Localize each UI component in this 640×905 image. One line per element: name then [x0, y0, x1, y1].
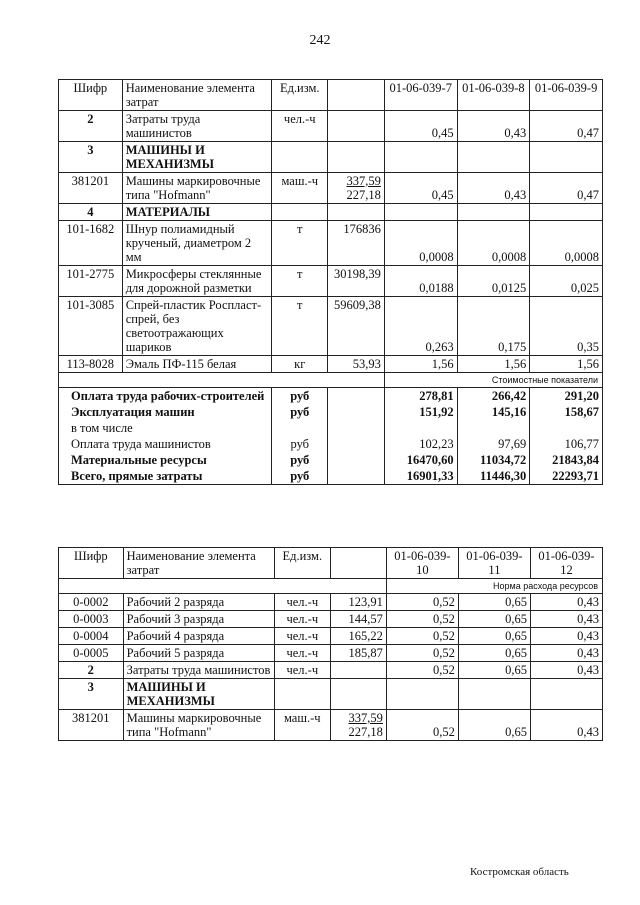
empty-cell — [272, 204, 328, 221]
norm-value: 0,65 — [458, 645, 530, 662]
total-name: Всего, прямые затраты — [59, 468, 272, 485]
price-cell — [328, 111, 385, 142]
total-value — [384, 420, 457, 436]
total-row — [59, 388, 603, 405]
col-code-header: Шифр — [59, 80, 123, 111]
resource-code: 0-0004 — [59, 628, 124, 645]
total-value: 22293,71 — [530, 468, 603, 485]
resource-name: Рабочий 4 разряда — [123, 628, 274, 645]
empty-cell — [530, 204, 603, 221]
norm-value: 0,45 — [384, 173, 457, 204]
norm-value: 0,0125 — [457, 266, 530, 297]
unit-cell: т — [272, 221, 328, 266]
col-unit-header: Ед.изм. — [274, 548, 330, 579]
norm-value: 0,43 — [457, 173, 530, 204]
norm-value: 0,65 — [458, 611, 530, 628]
norm-value: 0,47 — [530, 111, 603, 142]
norm-value: 0,025 — [530, 266, 603, 297]
resource-code: 2 — [59, 111, 123, 142]
col-variant-header: 01-06-039-9 — [530, 80, 603, 111]
empty-cell — [328, 388, 385, 405]
norm-value: 0,35 — [530, 297, 603, 356]
total-unit: руб — [272, 468, 328, 485]
norm-banner-row — [59, 579, 603, 594]
total-value — [530, 420, 603, 436]
empty-cell — [458, 679, 530, 710]
table-row — [59, 266, 603, 297]
norm-value: 1,56 — [457, 356, 530, 373]
norm-value: 0,65 — [458, 628, 530, 645]
unit-cell: чел.-ч — [274, 662, 330, 679]
price-top: 337,59 — [348, 711, 383, 725]
empty-cell — [530, 142, 603, 173]
table-body — [59, 111, 603, 485]
table-row — [59, 356, 603, 373]
banner-spacer — [59, 579, 387, 594]
total-value: 145,16 — [457, 404, 530, 420]
resource-name: МАШИНЫ И МЕХАНИЗМЫ — [122, 142, 272, 173]
resource-code: 4 — [59, 204, 123, 221]
empty-cell — [457, 204, 530, 221]
price-cell: 59609,38 — [328, 297, 385, 356]
table-header — [59, 80, 603, 111]
table-row — [59, 594, 603, 611]
unit-cell: чел.-ч — [274, 628, 330, 645]
norm-value: 0,47 — [530, 173, 603, 204]
norm-value: 0,43 — [530, 628, 602, 645]
unit-cell: маш.-ч — [272, 173, 328, 204]
total-row — [59, 452, 603, 468]
resource-code: 3 — [59, 679, 124, 710]
unit-cell: маш.-ч — [274, 710, 330, 741]
price-cell — [328, 173, 385, 204]
norm-value: 0,175 — [457, 297, 530, 356]
total-row — [59, 468, 603, 485]
table-row — [59, 645, 603, 662]
col-variant-header: 01-06-039-10 — [386, 548, 458, 579]
resource-code: 2 — [59, 662, 124, 679]
norm-value: 0,52 — [386, 628, 458, 645]
empty-cell — [530, 679, 602, 710]
total-name: Эксплуатация машин — [59, 404, 272, 420]
total-name: Материальные ресурсы — [59, 452, 272, 468]
resource-name: Микросферы стеклянные для дорожной разметки — [122, 266, 272, 297]
resource-name: Затраты труда машинистов — [123, 662, 274, 679]
norm-value: 0,52 — [386, 662, 458, 679]
table-row — [59, 628, 603, 645]
col-price-header — [330, 548, 386, 579]
unit-cell: т — [272, 297, 328, 356]
empty-cell — [272, 142, 328, 173]
resource-name: Рабочий 2 разряда — [123, 594, 274, 611]
price-cell: 144,57 — [330, 611, 386, 628]
empty-cell — [328, 436, 385, 452]
resource-table-1 — [58, 79, 603, 485]
price-top: 337,59 — [346, 174, 381, 188]
resource-name: Эмаль ПФ-115 белая — [122, 356, 272, 373]
total-value: 16470,60 — [384, 452, 457, 468]
empty-cell — [328, 420, 385, 436]
table-row — [59, 221, 603, 266]
price-bottom: 227,18 — [346, 188, 381, 202]
col-variant-header: 01-06-039-7 — [384, 80, 457, 111]
empty-cell — [330, 679, 386, 710]
cost-banner-row — [59, 373, 603, 388]
table-row — [59, 297, 603, 356]
resource-code: 381201 — [59, 710, 124, 741]
total-unit — [272, 420, 328, 436]
unit-cell: т — [272, 266, 328, 297]
total-value: 278,81 — [384, 388, 457, 405]
total-name: в том числе — [59, 420, 272, 436]
table-row — [59, 111, 603, 142]
table-body — [59, 579, 603, 741]
table-header — [59, 548, 603, 579]
total-value: 266,42 — [457, 388, 530, 405]
col-name-header: Наименование элемента затрат — [123, 548, 274, 579]
total-value: 11034,72 — [457, 452, 530, 468]
empty-cell — [328, 404, 385, 420]
norm-value: 0,52 — [386, 611, 458, 628]
total-value: 97,69 — [457, 436, 530, 452]
total-unit: руб — [272, 436, 328, 452]
empty-cell — [384, 142, 457, 173]
norm-value: 0,0188 — [384, 266, 457, 297]
unit-cell: чел.-ч — [274, 645, 330, 662]
total-value: 11446,30 — [457, 468, 530, 485]
norm-value: 0,65 — [458, 594, 530, 611]
price-cell: 176836 — [328, 221, 385, 266]
section-row — [59, 204, 603, 221]
norm-value: 0,263 — [384, 297, 457, 356]
resource-code: 3 — [59, 142, 123, 173]
norm-value: 0,52 — [386, 594, 458, 611]
norm-value: 0,0008 — [457, 221, 530, 266]
resource-name: Машины маркировочные типа "Hofmann" — [122, 173, 272, 204]
norm-value: 0,0008 — [530, 221, 603, 266]
norm-value: 0,43 — [530, 645, 602, 662]
resource-name: Спрей-пластик Роспласт-спрей, без светоотражающих шариков — [122, 297, 272, 356]
total-unit: руб — [272, 388, 328, 405]
total-value: 291,20 — [530, 388, 603, 405]
total-row — [59, 420, 603, 436]
empty-cell — [386, 679, 458, 710]
norm-value: 0,43 — [530, 611, 602, 628]
price-cell — [330, 662, 386, 679]
resource-code: 113-8028 — [59, 356, 123, 373]
resource-code: 381201 — [59, 173, 123, 204]
resource-code: 101-2775 — [59, 266, 123, 297]
col-unit-header: Ед.изм. — [272, 80, 328, 111]
col-variant-header: 01-06-039-11 — [458, 548, 530, 579]
norm-value: 0,43 — [530, 594, 602, 611]
total-value — [457, 420, 530, 436]
norm-value: 0,65 — [458, 710, 530, 741]
norm-value: 0,43 — [530, 710, 602, 741]
total-value: 102,23 — [384, 436, 457, 452]
table-row — [59, 611, 603, 628]
resource-name: МАТЕРИАЛЫ — [122, 204, 272, 221]
page-number: 242 — [309, 33, 331, 48]
section-row — [59, 679, 603, 710]
col-name-header: Наименование элемента затрат — [122, 80, 272, 111]
norm-value: 1,56 — [384, 356, 457, 373]
total-row — [59, 436, 603, 452]
total-value: 106,77 — [530, 436, 603, 452]
norm-value: 0,43 — [457, 111, 530, 142]
empty-cell — [457, 142, 530, 173]
norm-value: 0,52 — [386, 645, 458, 662]
resource-name: Рабочий 5 разряда — [123, 645, 274, 662]
total-value: 16901,33 — [384, 468, 457, 485]
norm-value: 0,65 — [458, 662, 530, 679]
price-cell: 30198,39 — [328, 266, 385, 297]
resource-name: Шнур полиамидный крученый, диаметром 2 мм — [122, 221, 272, 266]
table-row — [59, 662, 603, 679]
price-cell — [330, 710, 386, 741]
total-row — [59, 404, 603, 420]
price-cell: 185,87 — [330, 645, 386, 662]
empty-cell — [384, 204, 457, 221]
norm-banner: Норма расхода ресурсов — [386, 579, 602, 594]
col-code-header: Шифр — [59, 548, 124, 579]
section-row — [59, 142, 603, 173]
col-variant-header: 01-06-039-12 — [530, 548, 602, 579]
price-cell: 123,91 — [330, 594, 386, 611]
region-footer: Костромская область — [470, 866, 569, 878]
resource-table-2 — [58, 547, 603, 741]
resource-name: МАШИНЫ И МЕХАНИЗМЫ — [123, 679, 274, 710]
empty-cell — [328, 468, 385, 485]
empty-cell — [274, 679, 330, 710]
resource-name: Рабочий 3 разряда — [123, 611, 274, 628]
norm-value: 0,43 — [530, 662, 602, 679]
norm-value: 1,56 — [530, 356, 603, 373]
resource-code: 0-0002 — [59, 594, 124, 611]
total-unit: руб — [272, 452, 328, 468]
norm-value: 0,52 — [386, 710, 458, 741]
price-cell: 165,22 — [330, 628, 386, 645]
col-price-header — [328, 80, 385, 111]
norm-value: 0,45 — [384, 111, 457, 142]
total-name: Оплата труда рабочих-строителей — [59, 388, 272, 405]
resource-code: 0-0005 — [59, 645, 124, 662]
empty-cell — [328, 142, 385, 173]
table-row — [59, 173, 603, 204]
total-unit: руб — [272, 404, 328, 420]
resource-name: Затраты труда машинистов — [122, 111, 272, 142]
norm-value: 0,0008 — [384, 221, 457, 266]
unit-cell: чел.-ч — [274, 594, 330, 611]
unit-cell: кг — [272, 356, 328, 373]
price-cell: 53,93 — [328, 356, 385, 373]
cost-banner: Стоимостные показатели — [384, 373, 602, 388]
unit-cell: чел.-ч — [274, 611, 330, 628]
empty-cell — [328, 452, 385, 468]
col-variant-header: 01-06-039-8 — [457, 80, 530, 111]
total-value: 158,67 — [530, 404, 603, 420]
price-bottom: 227,18 — [348, 725, 383, 739]
resource-code: 101-1682 — [59, 221, 123, 266]
resource-name: Машины маркировочные типа "Hofmann" — [123, 710, 274, 741]
total-value: 151,92 — [384, 404, 457, 420]
table-row — [59, 710, 603, 741]
total-name: Оплата труда машинистов — [59, 436, 272, 452]
banner-spacer — [59, 373, 385, 388]
empty-cell — [328, 204, 385, 221]
unit-cell: чел.-ч — [272, 111, 328, 142]
total-value: 21843,84 — [530, 452, 603, 468]
resource-code: 0-0003 — [59, 611, 124, 628]
resource-code: 101-3085 — [59, 297, 123, 356]
